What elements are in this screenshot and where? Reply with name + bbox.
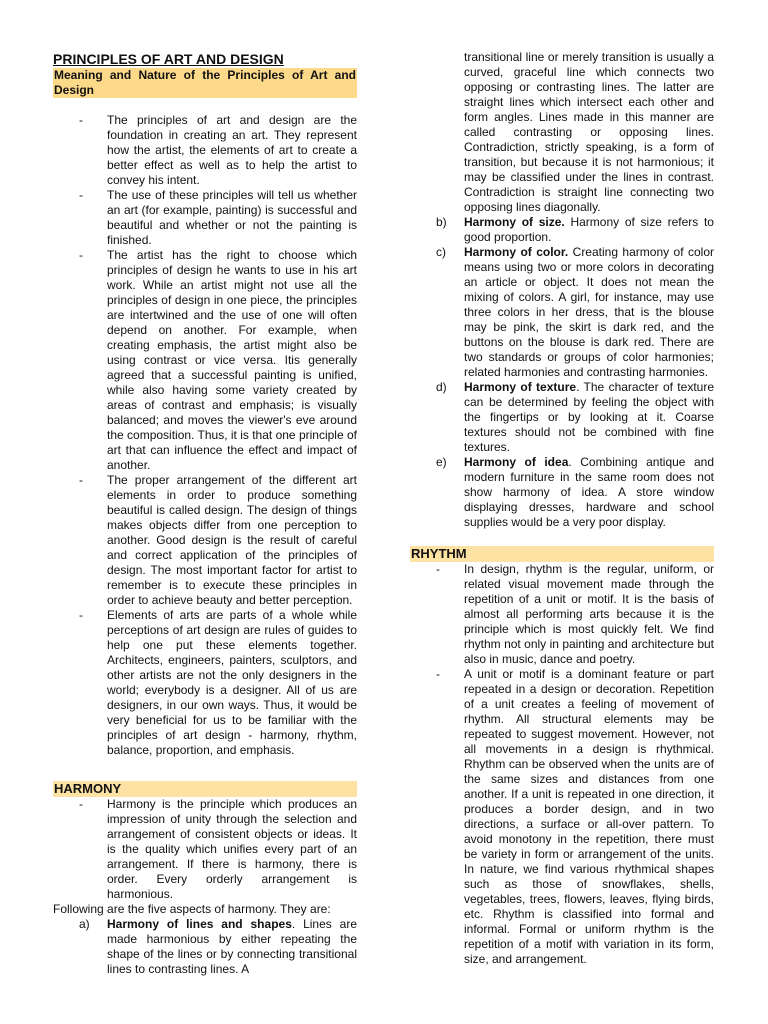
aspect-text: Combining antique and modern furniture in the same room does not show harmony of idea. A store window displaying dresses, hardware and school supplies would be a very poor display. <box>464 455 714 529</box>
aspect-name: Harmony of idea <box>464 455 569 469</box>
list-item-text: The use of these principles will tell us whether an art (for example, painting) is successful and beautiful and whether or not the painting is finished. <box>107 188 357 247</box>
list-item <box>53 248 357 473</box>
list-item-text: In design, rhythm is the regular, uniform, or related visual movement made through the repetition of a unit or motif. It is the basis of almost all performing arts because it is the principle which is most quickly felt. We find rhythm not only in painting and architecture but also in music, dance and poetry. <box>464 562 714 666</box>
list-item <box>53 797 357 902</box>
aspect-name: Harmony of size. <box>464 215 565 229</box>
harmony-list <box>53 797 357 902</box>
list-item-text: The proper arrangement of the different art elements in order to produce something beautiful is called design. The design of things makes objects differ from one perception to another. Good design is the result of careful and correct application of the principles of design. The most important factor for artist to remember is to execute these principles in order to achieve beauty and better perception. <box>107 473 357 607</box>
aspect-item-d <box>410 380 714 455</box>
intro-list <box>53 113 357 758</box>
aspect-name: Harmony of texture <box>464 380 577 394</box>
aspect-name: Harmony of lines and shapes <box>107 917 292 931</box>
list-item-text: A unit or motif is a dominant feature or part repeated in a design or decoration. Repetition of a unit creates a feeling of movement of rhythm. All structural elements may be repeated to suggest movement. However, not all movements in a design is rhythmical. Rhythm can be observed when the units are of the same sizes and distances from one another. If a unit is repeated in one direction, it produces a border design, and in two directions, a surface or all-over pattern. To avoid monotony in the repetition, there must be variety in form or arrangement of the units. In nature, we find various rhythmical shapes such as those of snowflakes, shells, vegetables, trees, flowers, leaves, flying birds, etc. Rhythm is classified into formal and informal. Formal or uniform rhythm is the repetition of a motif with variation in its form, size, and arrangement. <box>464 667 714 966</box>
list-marker: - <box>436 562 440 576</box>
harmony-aspects-list-continued <box>410 215 714 530</box>
list-item <box>53 113 357 188</box>
page-title: PRINCIPLES OF ART AND DESIGN <box>53 51 284 67</box>
list-item-text: Harmony is the principle which produces an impression of unity through the selection and arrangement of consistent objects or ideas. It is the quality which unifies every part of an arrangement. If there is harmony, there is order. Every orderly arrangement is harmonious. <box>107 797 357 901</box>
aspect-a-continued: transitional line or merely transition is usually a curved, graceful line which connects two opposing or contrasting lines. The latter are straight lines which intersect each other and form angles. Lines made in this manner are called contrasting or opposing lines. Contradiction, strictly speaking, is a form of transition, but because it is not harmonious; it may be classified under the lines in contrast. Contradiction is straight line connecting two opposing lines diagonally. <box>464 50 714 214</box>
aspect-item-e <box>410 455 714 530</box>
list-item <box>410 562 714 667</box>
aspect-marker: a) <box>79 917 90 931</box>
aspect-item-b <box>410 215 714 245</box>
right-column <box>410 50 714 967</box>
list-item-text: The principles of art and design are the foundation in creating an art. They represent how the artist, the elements of art to create a better effect as well as to help the artist to convey his intent. <box>107 113 357 187</box>
aspect-text: Lines are made harmonious by either repeating the shape of the lines or by connecting transitional lines to contrasting lines. A <box>107 917 357 976</box>
aspect-marker: b) <box>436 215 447 229</box>
aspect-name: Harmony of color. <box>464 245 569 259</box>
rhythm-heading: RHYTHM <box>410 546 714 562</box>
list-item <box>53 473 357 608</box>
list-item-text: Elements of arts are parts of a whole while perceptions of art design are rules of guides to help one put these elements together. Architects, engineers, painters, sculptors, and other artists are not the only designers in the world; everybody is a designer. All of us are designers, in our own ways. Thus, it would be very beneficial for us to be familiar with the principles of art design - harmony, rhythm, balance, proportion, and emphasis. <box>107 608 357 757</box>
aspect-punct: . <box>568 455 572 469</box>
aspect-text: Creating harmony of color means using two or more colors in decorating an article or object. It does not mean the mixing of colors. A girl, for instance, may use three colors in her dress, that is the blouse may be pink, the skirt is dark red, and the buttons on the blouse is dark red. There are two standards or groups of color harmonies; related harmonies and contrasting harmonies. <box>464 245 714 379</box>
aspect-marker: d) <box>436 380 447 394</box>
harmony-lead: Following are the five aspects of harmony. They are: <box>53 902 331 916</box>
list-item-text: The artist has the right to choose which principles of design he wants to use in his art work. While an artist might not use all the principles of design in one piece, the principles are intertwined and the use of one will often depend on another. For example, when creating emphasis, the artist might also be using contrast or vice versa. Itis generally agreed that a successful painting is unified, while also having some variety created by areas of contrast and emphasis; is visually balanced; and moves the viewer's eve around the composition. Thus, it is that one principle of art that can influence the effect and impact of another. <box>107 248 357 472</box>
harmony-aspects-list <box>53 917 357 977</box>
list-marker: - <box>436 667 440 681</box>
list-item <box>53 608 357 758</box>
list-marker: - <box>79 113 83 127</box>
list-item <box>53 188 357 248</box>
list-item <box>410 667 714 967</box>
list-marker: - <box>79 473 83 487</box>
aspect-item-c <box>410 245 714 380</box>
list-marker: - <box>79 188 83 202</box>
subtitle-heading: Meaning and Nature of the Principles of Art and Design <box>54 68 356 97</box>
aspect-marker: c) <box>436 245 446 259</box>
aspect-text: Harmony of size refers to good proportion. <box>464 215 714 244</box>
aspect-punct: . <box>291 917 296 931</box>
list-marker: - <box>79 797 83 811</box>
list-marker: - <box>79 248 83 262</box>
harmony-heading: HARMONY <box>53 781 357 797</box>
left-column <box>53 50 357 977</box>
aspect-item-a <box>53 917 357 977</box>
aspect-punct: . <box>576 380 580 394</box>
list-marker: - <box>79 608 83 622</box>
aspect-marker: e) <box>436 455 447 469</box>
aspect-text: The character of texture can be determined by feeling the object with the fingertips or by looking at it. Coarse textures should not be combined with fine textures. <box>464 380 714 454</box>
rhythm-list <box>410 562 714 967</box>
